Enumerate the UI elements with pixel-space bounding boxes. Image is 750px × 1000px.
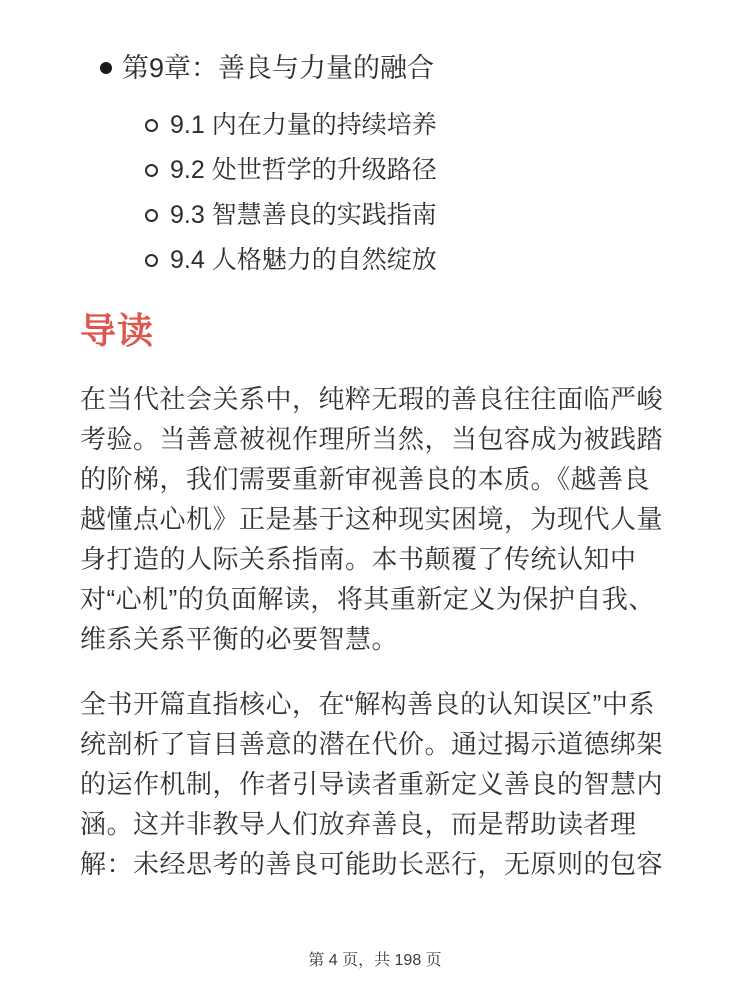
bullet-disc-icon	[100, 62, 112, 74]
bullet-circle-icon	[145, 164, 158, 177]
toc-section-item	[145, 108, 670, 142]
bullet-circle-icon	[145, 254, 158, 267]
guide-section-heading: 导读	[80, 310, 155, 351]
toc-section-item	[145, 198, 670, 232]
bullet-circle-icon	[145, 209, 158, 222]
table-of-contents	[80, 50, 670, 277]
toc-section-label: 9.3 智慧善良的实践指南	[170, 201, 437, 229]
toc-section-list	[80, 108, 670, 277]
toc-section-item	[145, 243, 670, 277]
page-number-indicator: 第 4 页，共 198 页	[308, 952, 442, 969]
bullet-circle-icon	[145, 119, 158, 132]
guide-paragraph: 全书开篇直指核心，在“解构善良的认知误区”中系统剖析了盲目善意的潜在代价。通过揭示道德绑架的运作机制，作者引导读者重新定义善良的智慧内涵。这并非教导人们放弃善良，而是帮助读者理解：未经思考的善良可能助长恶行，无原则的包容	[80, 689, 664, 879]
toc-chapter-label: 第9章：善良与力量的融合	[122, 53, 435, 83]
toc-section-label: 9.4 人格魅力的自然绽放	[170, 246, 437, 274]
guide-paragraph: 在当代社会关系中，纯粹无瑕的善良往往面临严峻考验。当善意被视作理所当然，当包容成为被践踏的阶梯，我们需要重新审视善良的本质。《越善良越懂点心机》正是基于这种现实困境，为现代人量身打造的人际关系指南。本书颠覆了传统认知中对“心机”的负面解读，将其重新定义为保护自我、维系关系平衡的必要智慧。	[80, 384, 664, 654]
toc-chapter-item	[100, 50, 670, 86]
toc-section-item	[145, 153, 670, 187]
toc-section-label: 9.1 内在力量的持续培养	[170, 111, 437, 139]
toc-section-label: 9.2 处世哲学的升级路径	[170, 156, 437, 184]
